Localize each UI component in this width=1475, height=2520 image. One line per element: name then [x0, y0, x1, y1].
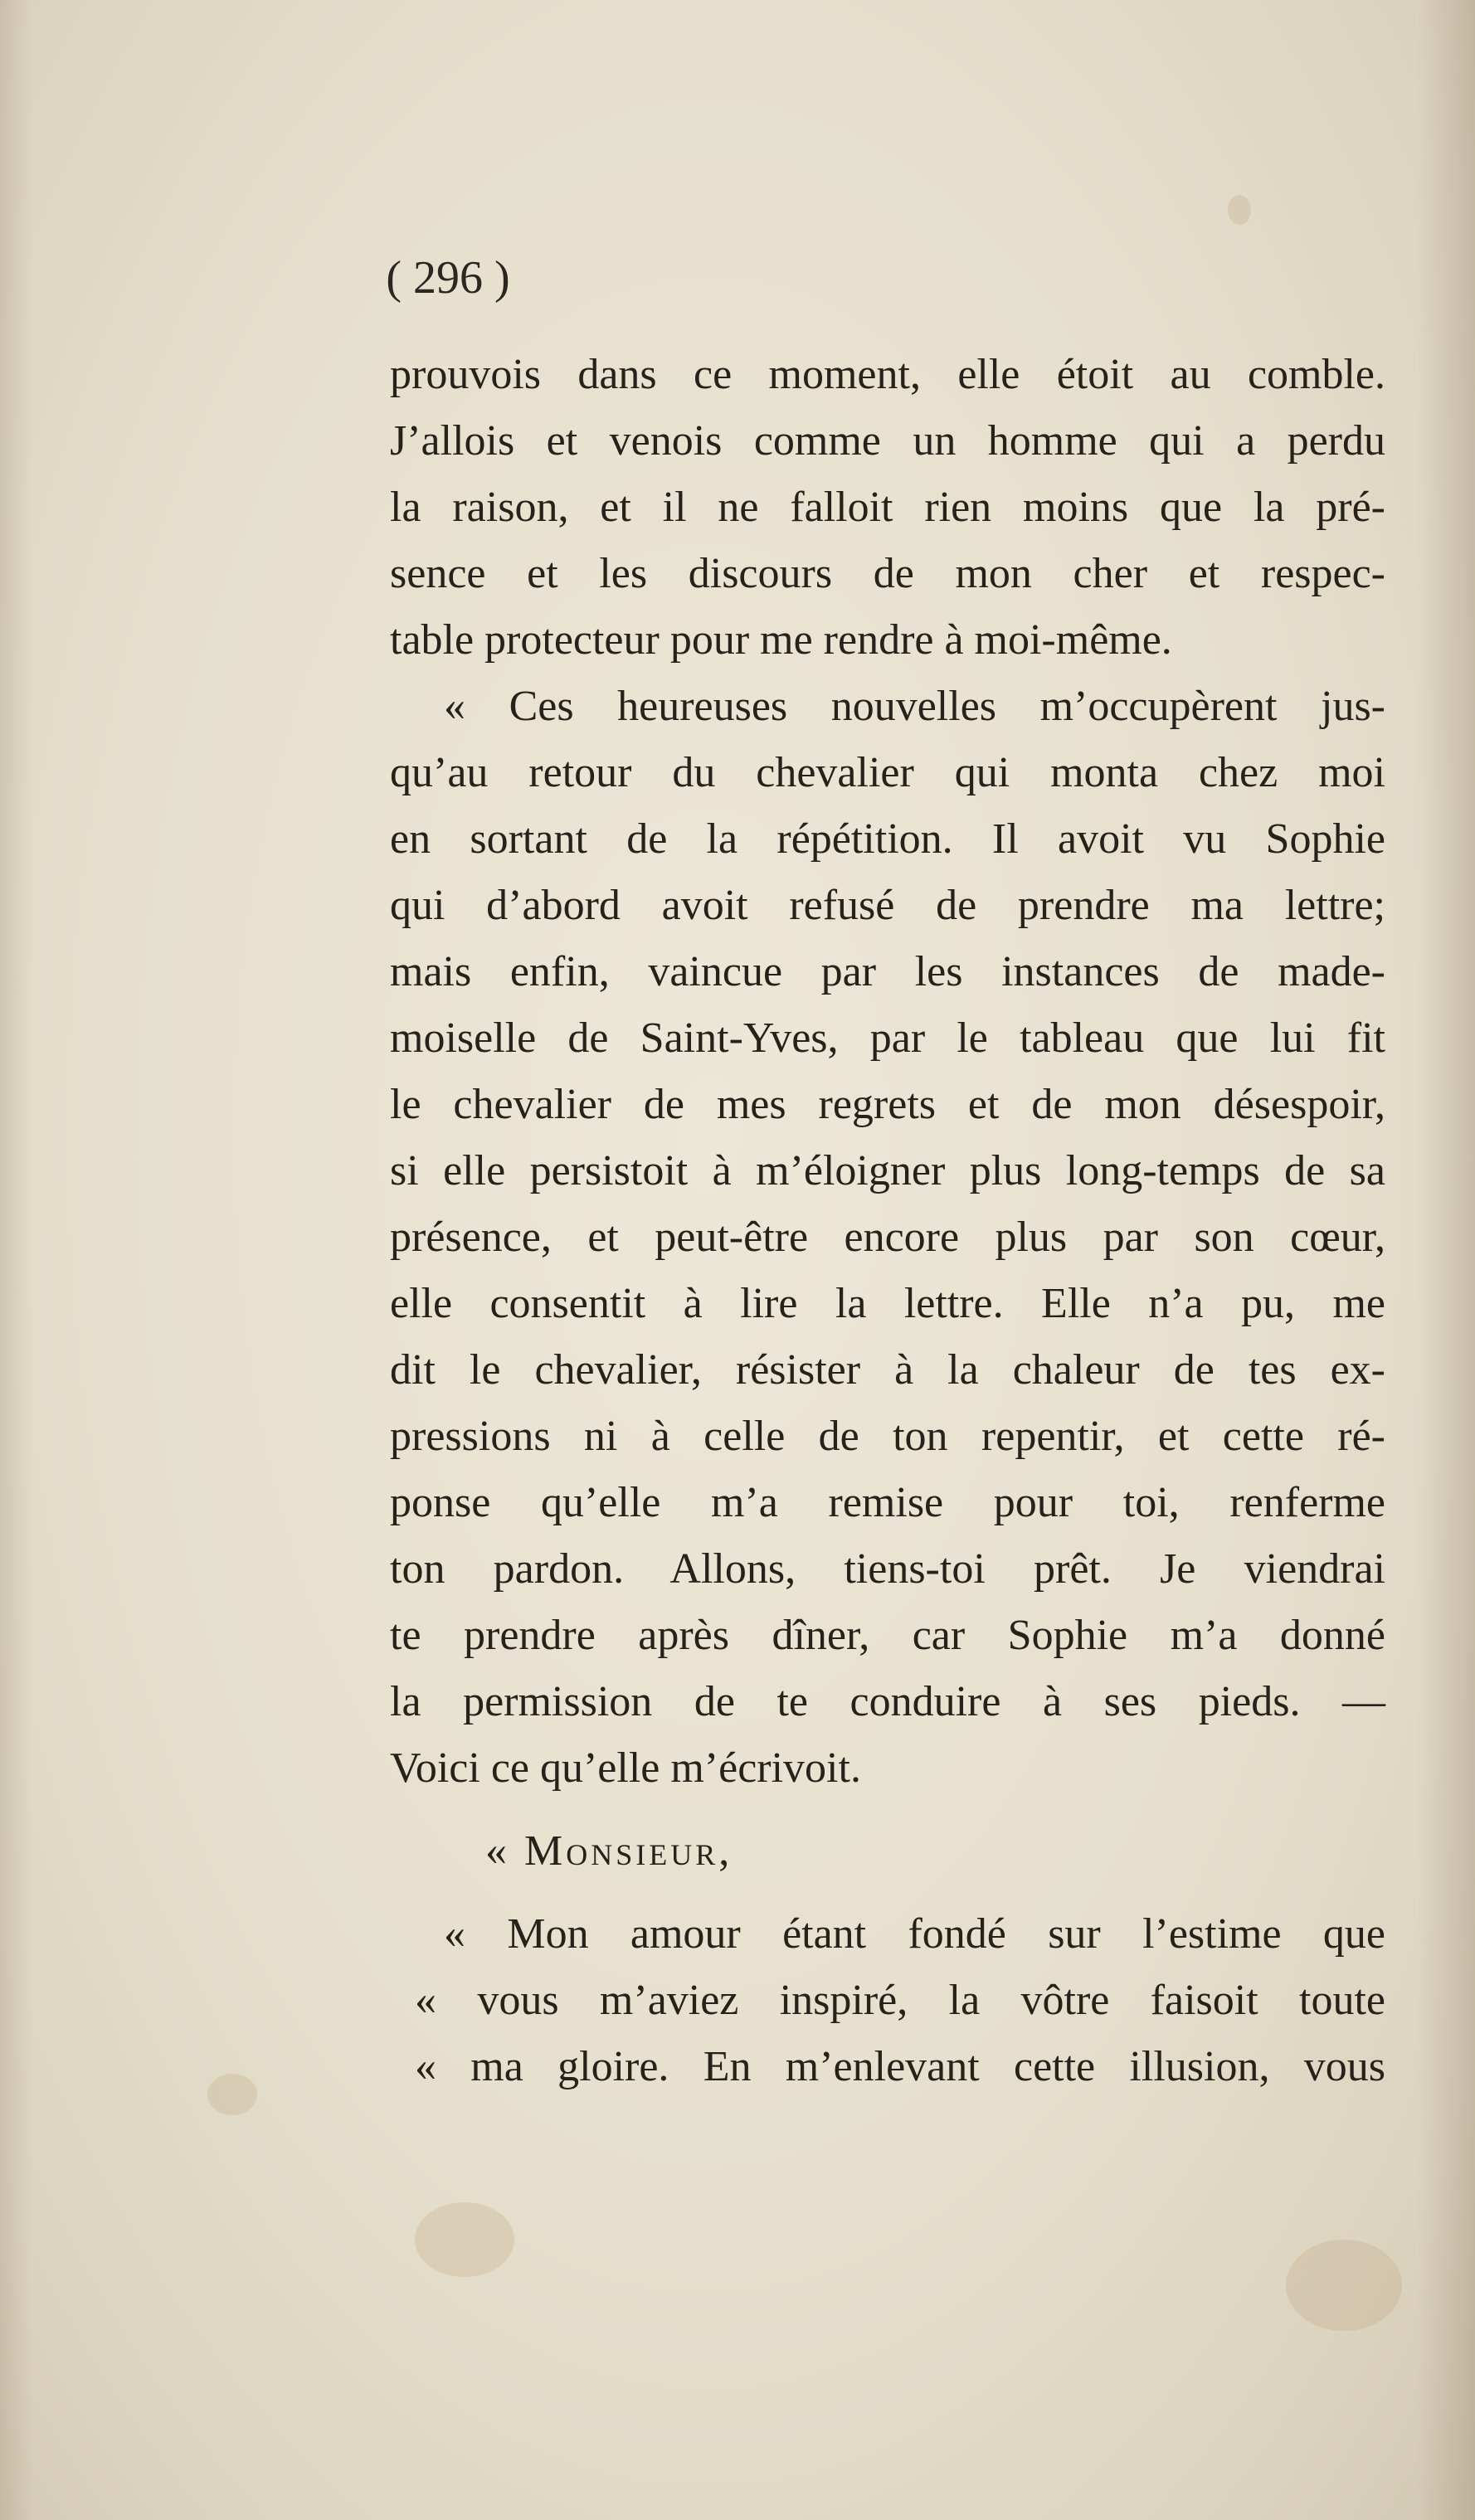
- letter-salutation: « Monsieur,: [485, 1827, 733, 1875]
- body-line: prouvois dans ce moment, elle étoit au comble.: [390, 351, 1385, 398]
- text-block: [390, 342, 1385, 2125]
- letter-line: « vous m’aviez inspiré, la vôtre faisoit toute: [415, 1977, 1385, 2024]
- foxing-spot: [1228, 195, 1251, 225]
- letter-line: « Mon amour étant fondé sur l’estime que: [444, 1910, 1385, 1958]
- body-line: moiselle de Saint-Yves, par le tableau que lui fit: [390, 1014, 1385, 1062]
- foxing-spot: [1286, 2240, 1402, 2331]
- body-line: sence et les discours de mon cher et respec-: [390, 550, 1385, 597]
- body-line: mais enfin, vaincue par les instances de made-: [390, 948, 1385, 995]
- foxing-spot: [207, 2074, 257, 2115]
- body-line: la raison, et il ne falloit rien moins que la pré-: [390, 484, 1385, 531]
- body-line: te prendre après dîner, car Sophie m’a donné: [390, 1612, 1385, 1659]
- page-number: ( 296 ): [386, 252, 510, 304]
- body-line: présence, et peut-être encore plus par son cœur,: [390, 1214, 1385, 1261]
- body-line: J’allois et venois comme un homme qui a perdu: [390, 417, 1385, 465]
- body-line: le chevalier de mes regrets et de mon désespoir,: [390, 1081, 1385, 1128]
- body-line: qu’au retour du chevalier qui monta chez moi: [390, 749, 1385, 796]
- body-line: la permission de te conduire à ses pieds. —: [390, 1678, 1385, 1725]
- body-line: ton pardon. Allons, tiens-toi prêt. Je viendrai: [390, 1545, 1385, 1593]
- body-line: en sortant de la répétition. Il avoit vu Sophie: [390, 815, 1385, 863]
- body-line: « Ces heureuses nouvelles m’occupèrent jus-: [444, 683, 1385, 730]
- body-line: qui d’abord avoit refusé de prendre ma lettre;: [390, 882, 1385, 929]
- page-gutter-shadow: [0, 0, 33, 2520]
- body-line: pressions ni à celle de ton repentir, et cette ré-: [390, 1413, 1385, 1460]
- body-line: dit le chevalier, résister à la chaleur de tes ex-: [390, 1346, 1385, 1394]
- body-line: elle consentit à lire la lettre. Elle n’a pu, me: [390, 1280, 1385, 1327]
- page-edge-shadow: [1417, 0, 1475, 2520]
- letter-line: « ma gloire. En m’enlevant cette illusion, vous: [415, 2043, 1385, 2090]
- body-line: si elle persistoit à m’éloigner plus long-temps de sa: [390, 1147, 1385, 1194]
- body-line: Voici ce qu’elle m’écrivoit.: [390, 1744, 861, 1792]
- body-line: ponse qu’elle m’a remise pour toi, renferme: [390, 1479, 1385, 1526]
- foxing-spot: [415, 2202, 514, 2277]
- body-line: table protecteur pour me rendre à moi-même.: [390, 616, 1172, 664]
